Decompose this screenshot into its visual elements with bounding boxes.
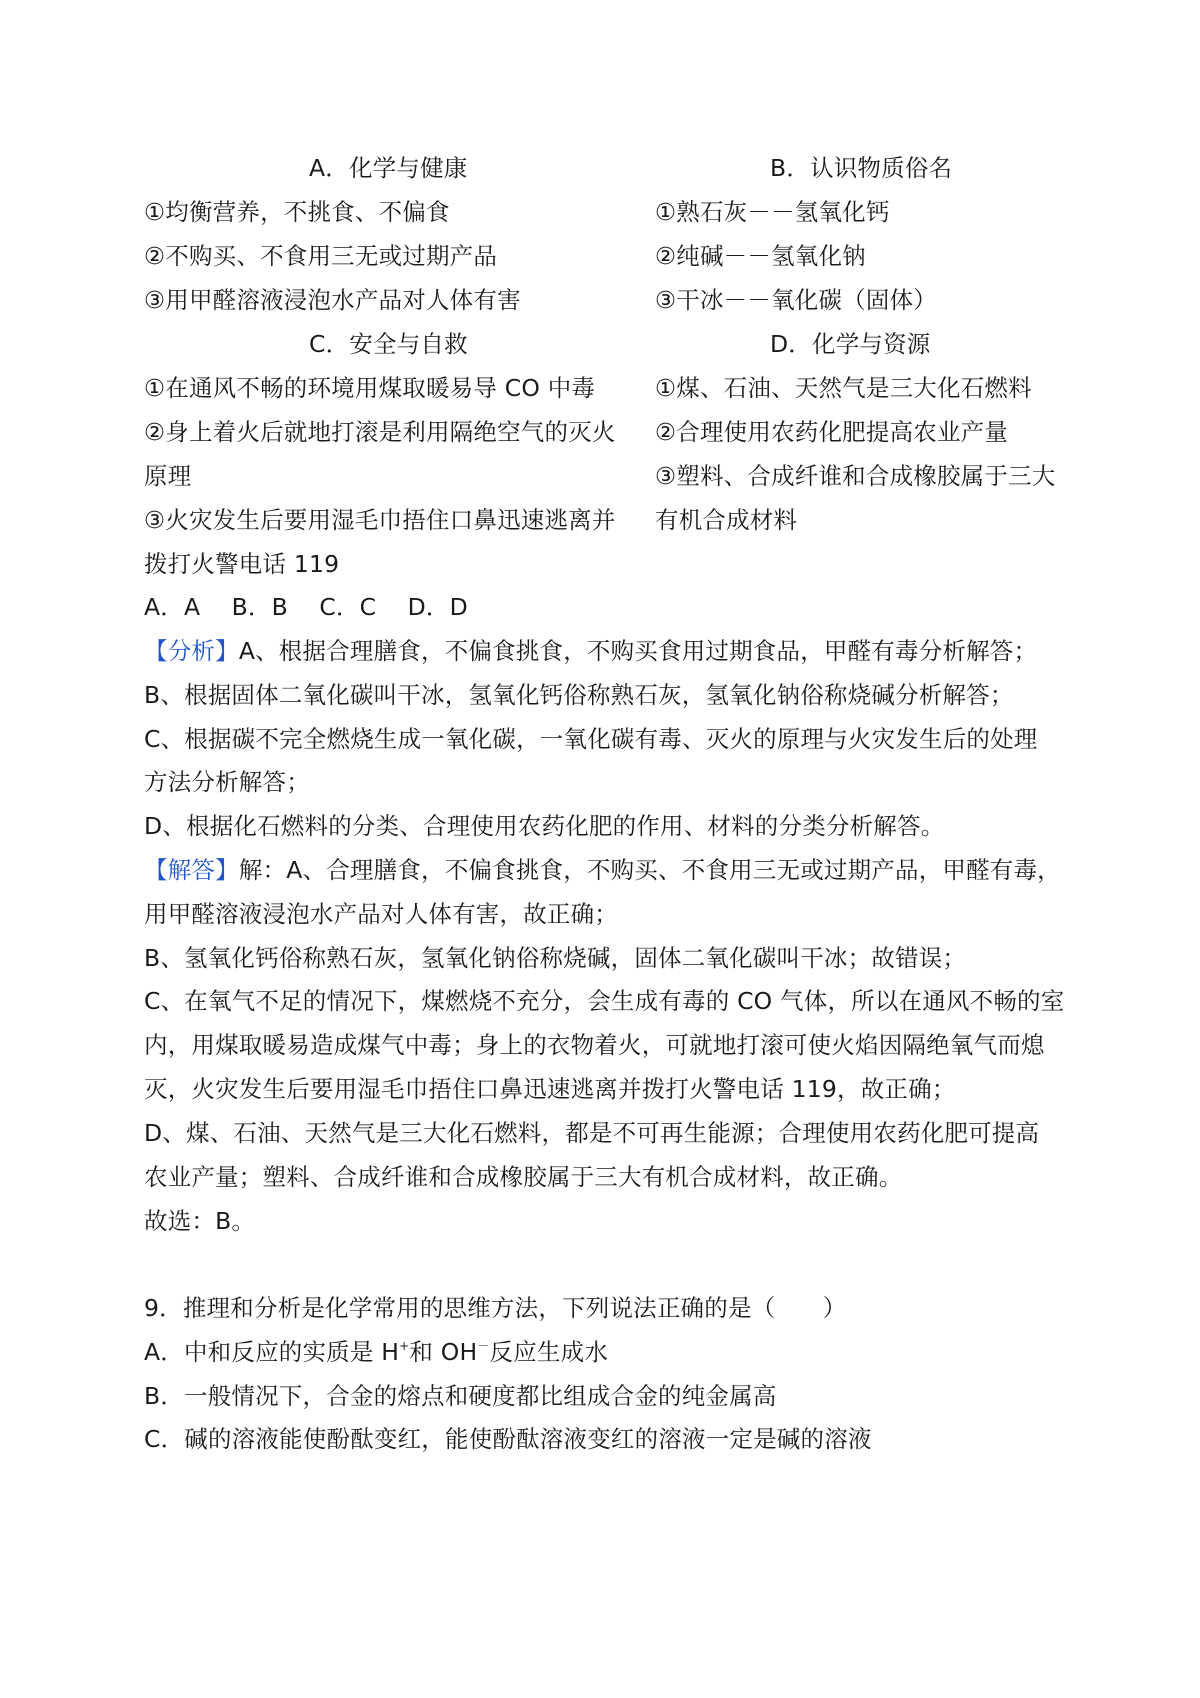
- question-9-option-c: C．碱的溶液能使酚酞变红，能使酚酞溶液变红的溶液一定是碱的溶液: [144, 1425, 872, 1453]
- analysis-tag: 【分析】: [144, 637, 239, 665]
- analysis-text: A、根据合理膳食，不偏食挑食，不购买食用过期食品，甲醛有毒分析解答；: [238, 637, 1038, 665]
- section-c-line: ②身上着火后就地打滚是利用隔绝空气的灭火: [144, 418, 616, 446]
- section-c-line: ①在通风不畅的环境用煤取暖易导 CO 中毒: [144, 374, 596, 402]
- section-c-line: 拨打火警电话 119: [144, 550, 340, 578]
- section-c-title: C．安全与自救: [309, 330, 468, 358]
- section-d-title: D．化学与资源: [770, 330, 931, 358]
- analysis-line: D、根据化石燃料的分类、合理使用农药化肥的作用、材料的分类分析解答。: [144, 812, 945, 840]
- analysis-line: C、根据碳不完全燃烧生成一氧化碳，一氧化碳有毒、灭火的原理与火灾发生后的处理: [144, 725, 1038, 753]
- section-b-title: B．认识物质俗名: [770, 154, 953, 182]
- option-a-superscript: －: [477, 1339, 490, 1353]
- section-b-item: ②纯碱－－氢氧化钠: [655, 242, 866, 270]
- solution-first-line: [144, 855, 1061, 885]
- section-b-item: ③干冰－－氧化碳（固体）: [655, 286, 937, 314]
- option-a-text: 反应生成水: [489, 1338, 609, 1366]
- section-a-item: ②不购买、不食用三无或过期产品: [144, 242, 498, 270]
- analysis-line: 方法分析解答；: [144, 768, 310, 796]
- option-a-text: 和 OH: [409, 1338, 478, 1366]
- section-d-line: 有机合成材料: [655, 506, 798, 534]
- question-9-stem: 9．推理和分析是化学常用的思维方法，下列说法正确的是（ ）: [144, 1294, 847, 1322]
- section-d-line: ③塑料、合成纤谁和合成橡胶属于三大: [655, 462, 1056, 490]
- question-9-option-b: B．一般情况下，合金的熔点和硬度都比组成合金的纯金属高: [144, 1382, 777, 1410]
- option-a-text: A．中和反应的实质是 H: [144, 1338, 400, 1366]
- solution-tag: 【解答】: [144, 856, 239, 884]
- question-9-option-a: [144, 1337, 608, 1367]
- section-a-item: ③用甲醛溶液浸泡水产品对人体有害: [144, 286, 521, 314]
- solution-line: 灭，火灾发生后要用湿毛巾捂住口鼻迅速逃离并拨打火警电话 119，故正确；: [144, 1075, 956, 1103]
- section-a-item: ①均衡营养，不挑食、不偏食: [144, 198, 450, 226]
- answer-choices: A．A B．B C．C D．D: [144, 593, 468, 621]
- option-a-superscript: +: [399, 1339, 410, 1353]
- solution-text: 解：A、合理膳食，不偏食挑食，不购买、不食用三无或过期产品，甲醛有毒，: [238, 856, 1061, 884]
- solution-line: 农业产量；塑料、合成纤谁和合成橡胶属于三大有机合成材料，故正确。: [144, 1163, 903, 1191]
- section-c-line: 原理: [144, 462, 192, 490]
- section-c-line: ③火灾发生后要用湿毛巾捂住口鼻迅速逃离并: [144, 506, 616, 534]
- section-a-title: A．化学与健康: [309, 154, 468, 182]
- solution-line: D、煤、石油、天然气是三大化石燃料，都是不可再生能源；合理使用农药化肥可提高: [144, 1119, 1040, 1147]
- solution-line: 故选：B。: [144, 1207, 256, 1235]
- section-b-item: ①熟石灰－－氢氧化钙: [655, 198, 890, 226]
- solution-line: 内，用煤取暖易造成煤气中毒；身上的衣物着火，可就地打滚可使火焰因隔绝氧气而熄: [144, 1031, 1045, 1059]
- solution-line: B、氢氧化钙俗称熟石灰，氢氧化钠俗称烧碱，固体二氧化碳叫干冰；故错误；: [144, 944, 967, 972]
- analysis-line: B、根据固体二氧化碳叫干冰，氢氧化钙俗称熟石灰，氢氧化钠俗称烧碱分析解答；: [144, 681, 1014, 709]
- section-d-line: ①煤、石油、天然气是三大化石燃料: [655, 374, 1032, 402]
- solution-line: 用甲醛溶液浸泡水产品对人体有害，故正确；: [144, 900, 618, 928]
- solution-line: C、在氧气不足的情况下，煤燃烧不充分，会生成有毒的 CO 气体，所以在通风不畅的室: [144, 987, 1065, 1015]
- section-d-line: ②合理使用农药化肥提高农业产量: [655, 418, 1009, 446]
- analysis-first-line: [144, 636, 1037, 666]
